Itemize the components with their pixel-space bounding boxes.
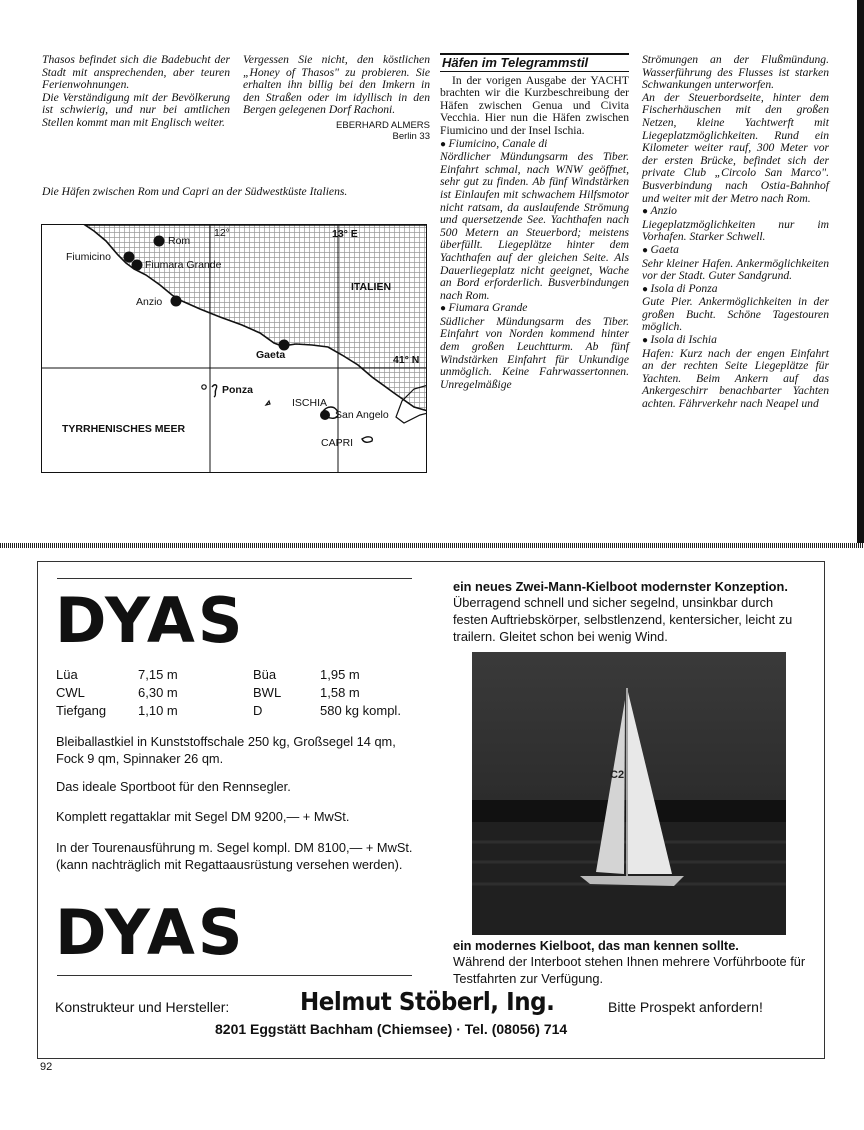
place-capri: CAPRI	[321, 437, 354, 449]
ad-description: Überragend schnell und sicher segelnd, unsinkbar durch festen Auftriebskörper, selbstlenzend, kentersicher, leicht zu trailern. Gleitet schon bei wenig Wind.	[453, 595, 793, 644]
spec-key: Lüa	[56, 667, 78, 682]
spec-value: 580 kg kompl.	[320, 703, 401, 718]
section-divider	[0, 543, 864, 548]
ad-rule-bottom	[57, 975, 412, 976]
price-touring-text: In der Tourenausführung m. Segel kompl. DM 8100,— + MwSt. (kann nachträglich mit Regattaausrüstung versehen werden).	[56, 840, 413, 872]
lon-label-13: 13° E	[332, 228, 358, 240]
ballast-text: Bleiballastkiel in Kunststoffschale 250 kg, Großsegel 14 qm, Fock 9 qm, Spinnaker 26 qm.	[56, 734, 396, 766]
spec-key: D	[253, 703, 263, 718]
bullet-icon: ●	[440, 138, 449, 150]
entry-title: Fiumicino, Canale di	[448, 136, 548, 150]
spec-value: 6,30 m	[138, 685, 178, 700]
place-san-angelo: San Angelo	[335, 409, 389, 421]
author-city: Berlin 33	[392, 130, 430, 142]
entry-title: Isola di Ponza	[650, 281, 718, 295]
entry-text: Strömungen an der Flußmündung. Wasserführung des Flusses ist starken Schwankungen unterworfen.	[642, 53, 829, 92]
sailboat-image	[472, 652, 786, 935]
entry-text: Sehr kleiner Hafen. Ankermöglichkeiten vor der Stadt. Guter Sandgrund.	[642, 256, 829, 283]
article-column-1	[42, 54, 230, 130]
place-fiumicino: Fiumicino	[66, 251, 111, 263]
photo-caption-text: Während der Interboot stehen Ihnen mehrere Vorführboote für Testfahrten zur Verfügung.	[453, 954, 806, 986]
spec-key: Tiefgang	[56, 703, 107, 718]
article-column-3	[440, 53, 629, 391]
bullet-icon: ●	[642, 206, 651, 218]
place-rom: Rom	[168, 235, 191, 247]
company-address: 8201 Eggstätt Bachham (Chiemsee) · Tel. (08056) 714	[215, 1021, 568, 1037]
spec-value: 1,95 m	[320, 667, 360, 682]
spec-key: Büa	[253, 667, 277, 682]
spec-key: BWL	[253, 685, 282, 700]
map-caption: Die Häfen zwischen Rom und Capri an der Südwestküste Italiens.	[42, 185, 348, 198]
intro-paragraph: In der vorigen Ausgabe der YACHT brachten wir die Kurzbeschreibung der Häfen zwischen Genua und Civita Vecchia. Hier nun die Häfen zwischen Fiumicino und der Insel Ischia.	[440, 73, 629, 137]
article-column-4	[642, 54, 829, 411]
sea-label: TYRRHENISCHES MEER	[62, 423, 186, 435]
place-anzio: Anzio	[136, 296, 163, 308]
entry-text: Hafen: Kurz nach der engen Einfahrt an der rechten Seite Liegeplätze für Yachten. Beim Ankern auf das Ankergeschirr benachbarter Yachten achten. Fährverkehr nach Neapel und	[642, 346, 829, 411]
place-fiumara-grande: Fiumara Grande	[145, 259, 222, 271]
brand-logo-top: DYAS	[55, 584, 246, 657]
photo-caption-bold: ein modernes Kielboot, das man kennen sollte.	[453, 938, 739, 953]
headline: Häfen im Telegrammstil	[440, 53, 629, 72]
page-number: 92	[40, 1061, 53, 1073]
entry-text: Gute Pier. Ankermöglichkeiten in der großen Bucht. Schöne Tagestouren möglich.	[642, 295, 829, 334]
place-ischia: ISCHIA	[292, 397, 328, 409]
entry-text: Liegeplatzmöglichkeiten nur im Vorhafen. Starker Schwell.	[642, 217, 829, 244]
entry-text: An der Steuerbordseite, hinter dem Fischerhäuschen mit den großen Netzen, kleine Yachtwerft mit Liegeplatzmöglichkeiten. Rund ein Kilometer weiter rauf, 300 Meter vor der ersten Brücke, befindet sich der private Club „Circolo San Marco". Busverbindung nach Ostia-Bahnhof und weiter mit der Metro nach Rom.	[642, 90, 829, 205]
price-regatta-text: Komplett regattaklar mit Segel DM 9200,— + MwSt.	[56, 809, 350, 824]
sailboat-photo	[472, 652, 786, 935]
col1-paragraph: Die Verständigung mit der Bevölkerung ist schwierig, und nur bei amtlichen Stellen kommt man mit Englisch weiter.	[42, 90, 230, 129]
harbour-map	[41, 224, 427, 473]
col1-paragraph: Thasos befindet sich die Badebucht der Stadt mit ansprechenden, aber teuren Ferienwohnungen.	[42, 53, 230, 92]
bullet-icon: ●	[642, 335, 651, 347]
author-name: EBERHARD ALMERS	[336, 119, 430, 131]
spec-key: CWL	[56, 685, 85, 700]
article-column-2	[243, 54, 430, 142]
ad-headline: ein neues Zwei-Mann-Kielboot modernster Konzeption.	[453, 579, 788, 594]
col2-paragraph: Vergessen Sie nicht, den köstlichen „Honey of Thasos" zu probieren. Sie erhalten ihn billig bei den Imkern in den Straßen oder im idyllisch in den Bergen gelegenen Dorf Rachoni.	[243, 53, 430, 117]
entry-title: Isola di Ischia	[650, 333, 717, 347]
land-area	[85, 225, 427, 411]
manufacturer-label: Konstrukteur und Hersteller:	[55, 999, 230, 1015]
entry-title: Fiumara Grande	[448, 301, 528, 315]
entry-title: Anzio	[650, 204, 677, 218]
entry-title: Gaeta	[650, 242, 679, 256]
lon-label-12: 12°	[214, 227, 230, 239]
entry-text: Südlicher Mündungsarm des Tiber. Einfahrt von Norden kommend hinter dem großen Leuchtturm. Ab fünf Windstärken Einfahrt für Unkundige unmöglich. Keine Fahrwassertonnen. Unregelmäßige	[440, 314, 629, 391]
entry-text: Nördlicher Mündungsarm des Tiber. Einfahrt schmal, nach WNW geöffnet, sehr gut zu finden. Ab fünf Windstärken ist Einlaufen mit schwachem Hilfsmotor nicht ratsam, da auslaufende Strömung und quersetzende See. Yachthafen nach 500 Metern an Steuerbord; meistens überfüllt. Liegeplätze hinter dem Yachthafen auf der gleichen Seite. Als Dauerliegeplatz nicht geeignet, Wache an Bord erforderlich. Busverbindungen nach Rom.	[440, 150, 629, 302]
brochure-request: Bitte Prospekt anfordern!	[608, 999, 763, 1015]
ad-rule-top	[57, 578, 412, 579]
lat-label-41: 41° N	[393, 354, 420, 366]
place-ponza: Ponza	[222, 384, 253, 396]
spec-value: 7,15 m	[138, 667, 178, 682]
spec-value: 1,58 m	[320, 685, 360, 700]
bullet-icon: ●	[440, 303, 449, 315]
bullet-icon: ●	[642, 283, 651, 295]
sail-number: C2	[610, 769, 625, 781]
spec-value: 1,10 m	[138, 703, 178, 718]
ideal-text: Das ideale Sportboot für den Rennsegler.	[56, 779, 291, 794]
place-gaeta: Gaeta	[256, 349, 286, 361]
brand-logo-bottom: DYAS	[55, 896, 246, 969]
page-edge	[857, 0, 864, 548]
company-name: Helmut Stöberl, Ing.	[300, 987, 555, 1016]
bullet-icon: ●	[642, 244, 651, 256]
country-label: ITALIEN	[351, 281, 392, 293]
